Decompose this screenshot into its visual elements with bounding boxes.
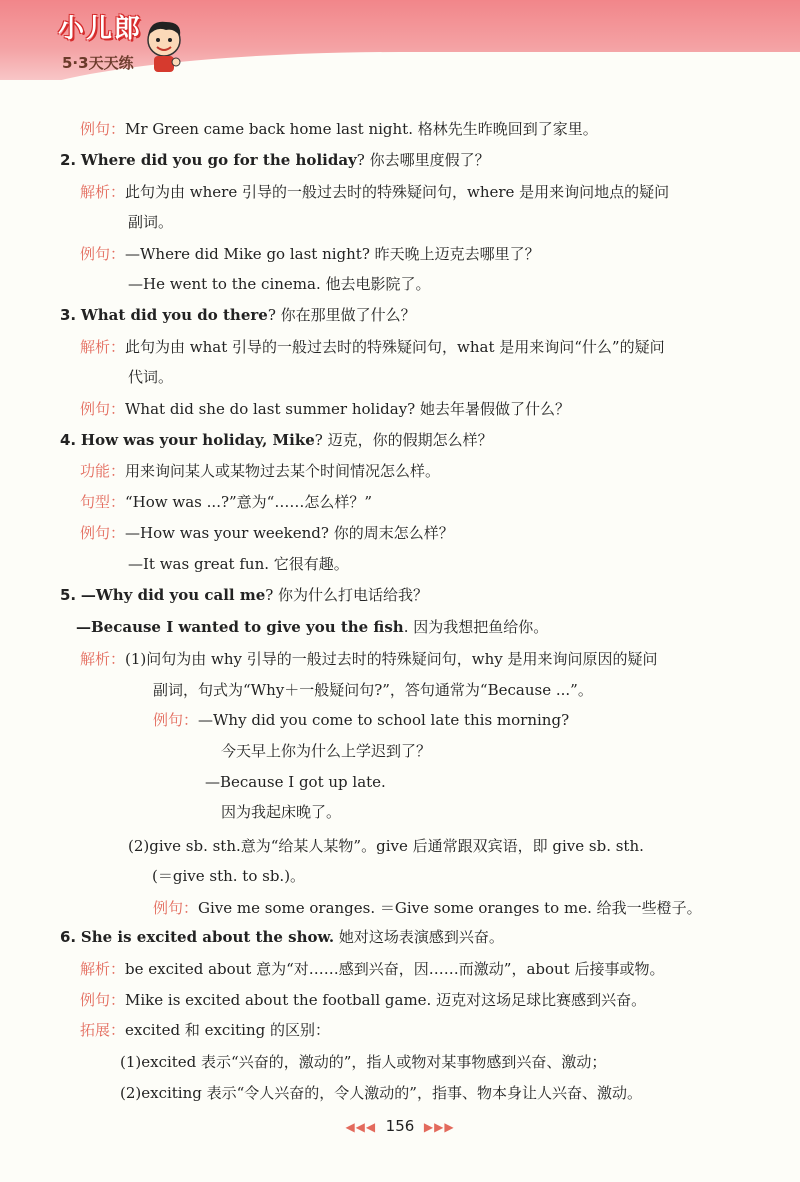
analysis-label: 解析： xyxy=(80,338,126,356)
example-text: Mike is excited about the football game. 迈克对这场足球比赛感到兴奋。 xyxy=(125,991,647,1009)
example-line xyxy=(153,710,569,730)
example-label: 例句： xyxy=(153,899,199,917)
pattern-line xyxy=(80,492,372,512)
question-3 xyxy=(60,305,416,325)
answer-english: —Because I wanted to give you the fish xyxy=(76,618,404,636)
pattern-label: 句型： xyxy=(80,493,126,511)
question-chinese: ? 迈克，你的假期怎么样？ xyxy=(314,431,493,449)
example-line xyxy=(80,523,454,543)
example-text: —How was your weekend? 你的周末怎么样？ xyxy=(125,524,454,542)
question-chinese: 她对这场表演感到兴奋。 xyxy=(334,928,504,946)
pattern-text: “How was ...?”意为“……怎么样？” xyxy=(125,493,373,511)
example-text: Mr Green came back home last night. 格林先生昨晚回到了家里。 xyxy=(125,120,598,138)
analysis-continued: 代词。 xyxy=(128,368,174,386)
question-number: 2. xyxy=(60,151,77,169)
analysis-continued: 副词，句式为“Why＋一般疑问句?”，答句通常为“Because ...”。 xyxy=(153,681,593,699)
question-number: 6. xyxy=(60,928,77,946)
example-line xyxy=(80,990,646,1010)
question-2 xyxy=(60,150,490,170)
analysis-line xyxy=(80,959,664,979)
logo-title: 小儿郎 xyxy=(58,14,143,44)
analysis-line xyxy=(80,649,658,669)
question-number: 3. xyxy=(60,306,77,324)
analysis-label: 解析： xyxy=(80,960,126,978)
example-label: 例句： xyxy=(153,711,199,729)
function-text: 用来询问某人或某物过去某个时间情况怎么样。 xyxy=(125,462,441,480)
answer-chinese: . 因为我想把鱼给你。 xyxy=(403,618,549,636)
extension-point-2: (2)exciting 表示“令人兴奋的，令人激动的”，指事、物本身让人兴奋、激动。 xyxy=(120,1084,642,1102)
logo-subtitle: 5·3天天练 xyxy=(62,54,134,72)
analysis-text: (1)问句为由 why 引导的一般过去时的特殊疑问句，why 是用来询问原因的疑问 xyxy=(125,650,658,668)
question-chinese: ? 你为什么打电话给我？ xyxy=(265,586,429,604)
function-line xyxy=(80,461,440,481)
page-number: 156 xyxy=(385,1117,415,1135)
example-label: 例句： xyxy=(80,120,126,138)
example-label: 例句： xyxy=(80,245,126,263)
example-continued: —He went to the cinema. 他去电影院了。 xyxy=(128,275,431,293)
question-chinese: ? 你在那里做了什么？ xyxy=(267,306,416,324)
question-english: How was your holiday, Mike xyxy=(80,431,315,449)
right-arrows-icon: ▶▶▶ xyxy=(423,1120,455,1134)
extension-line xyxy=(80,1020,330,1040)
question-number: 4. xyxy=(60,431,77,449)
page-footer xyxy=(0,1117,800,1135)
example-label: 例句： xyxy=(80,991,126,1009)
example-text: Give me some oranges. ＝Give some oranges to me. 给我一些橙子。 xyxy=(198,899,702,917)
analysis-line xyxy=(80,182,669,202)
analysis-point-2: (2)give sb. sth.意为“给某人某物”。give 后通常跟双宾语，即 give sb. sth. xyxy=(128,837,644,855)
example-text: What did she do last summer holiday? 她去年暑假做了什么？ xyxy=(125,400,570,418)
example-line xyxy=(80,399,570,419)
analysis-continued: 副词。 xyxy=(128,213,174,231)
example-line xyxy=(80,244,540,264)
answer-line xyxy=(76,617,548,637)
left-arrows-icon: ◀◀◀ xyxy=(345,1120,377,1134)
question-chinese: ? 你去哪里度假了？ xyxy=(356,151,490,169)
analysis-continued: (＝give sth. to sb.)。 xyxy=(152,867,306,885)
question-english: She is excited about the show. xyxy=(80,928,335,946)
analysis-label: 解析： xyxy=(80,183,126,201)
page-header xyxy=(0,0,800,80)
example-translation: 因为我起床晚了。 xyxy=(221,803,342,821)
analysis-text: 此句为由 what 引导的一般过去时的特殊疑问句，what 是用来询问“什么”的疑问 xyxy=(125,338,665,356)
question-english: Where did you go for the holiday xyxy=(80,151,357,169)
example-label: 例句： xyxy=(80,400,126,418)
extension-text: excited 和 exciting 的区别： xyxy=(125,1021,330,1039)
question-4 xyxy=(60,430,493,450)
extension-label: 拓展： xyxy=(80,1021,126,1039)
example-translation: 今天早上你为什么上学迟到了？ xyxy=(221,742,432,760)
example-continued: —Because I got up late. xyxy=(205,773,386,791)
question-5 xyxy=(60,585,428,605)
function-label: 功能： xyxy=(80,462,126,480)
example-text: —Why did you come to school late this morning? xyxy=(198,711,570,729)
example-continued: —It was great fun. 它很有趣。 xyxy=(128,555,349,573)
analysis-text: 此句为由 where 引导的一般过去时的特殊疑问句，where 是用来询问地点的疑问 xyxy=(125,183,670,201)
analysis-line xyxy=(80,337,665,357)
extension-point-1: (1)excited 表示“兴奋的，激动的”，指人或物对某事物感到兴奋、激动； xyxy=(120,1053,607,1071)
analysis-label: 解析： xyxy=(80,650,126,668)
question-english: What did you do there xyxy=(80,306,268,324)
example-line xyxy=(153,898,702,918)
question-number: 5. xyxy=(60,586,77,604)
example-label: 例句： xyxy=(80,524,126,542)
example-text: —Where did Mike go last night? 昨天晚上迈克去哪里了？ xyxy=(125,245,540,263)
example-line xyxy=(80,119,598,139)
question-6 xyxy=(60,927,504,947)
mascot-icon xyxy=(140,18,188,74)
analysis-text: be excited about 意为“对……感到兴奋，因……而激动”，about 后接事或物。 xyxy=(125,960,665,978)
question-english: —Why did you call me xyxy=(80,586,266,604)
